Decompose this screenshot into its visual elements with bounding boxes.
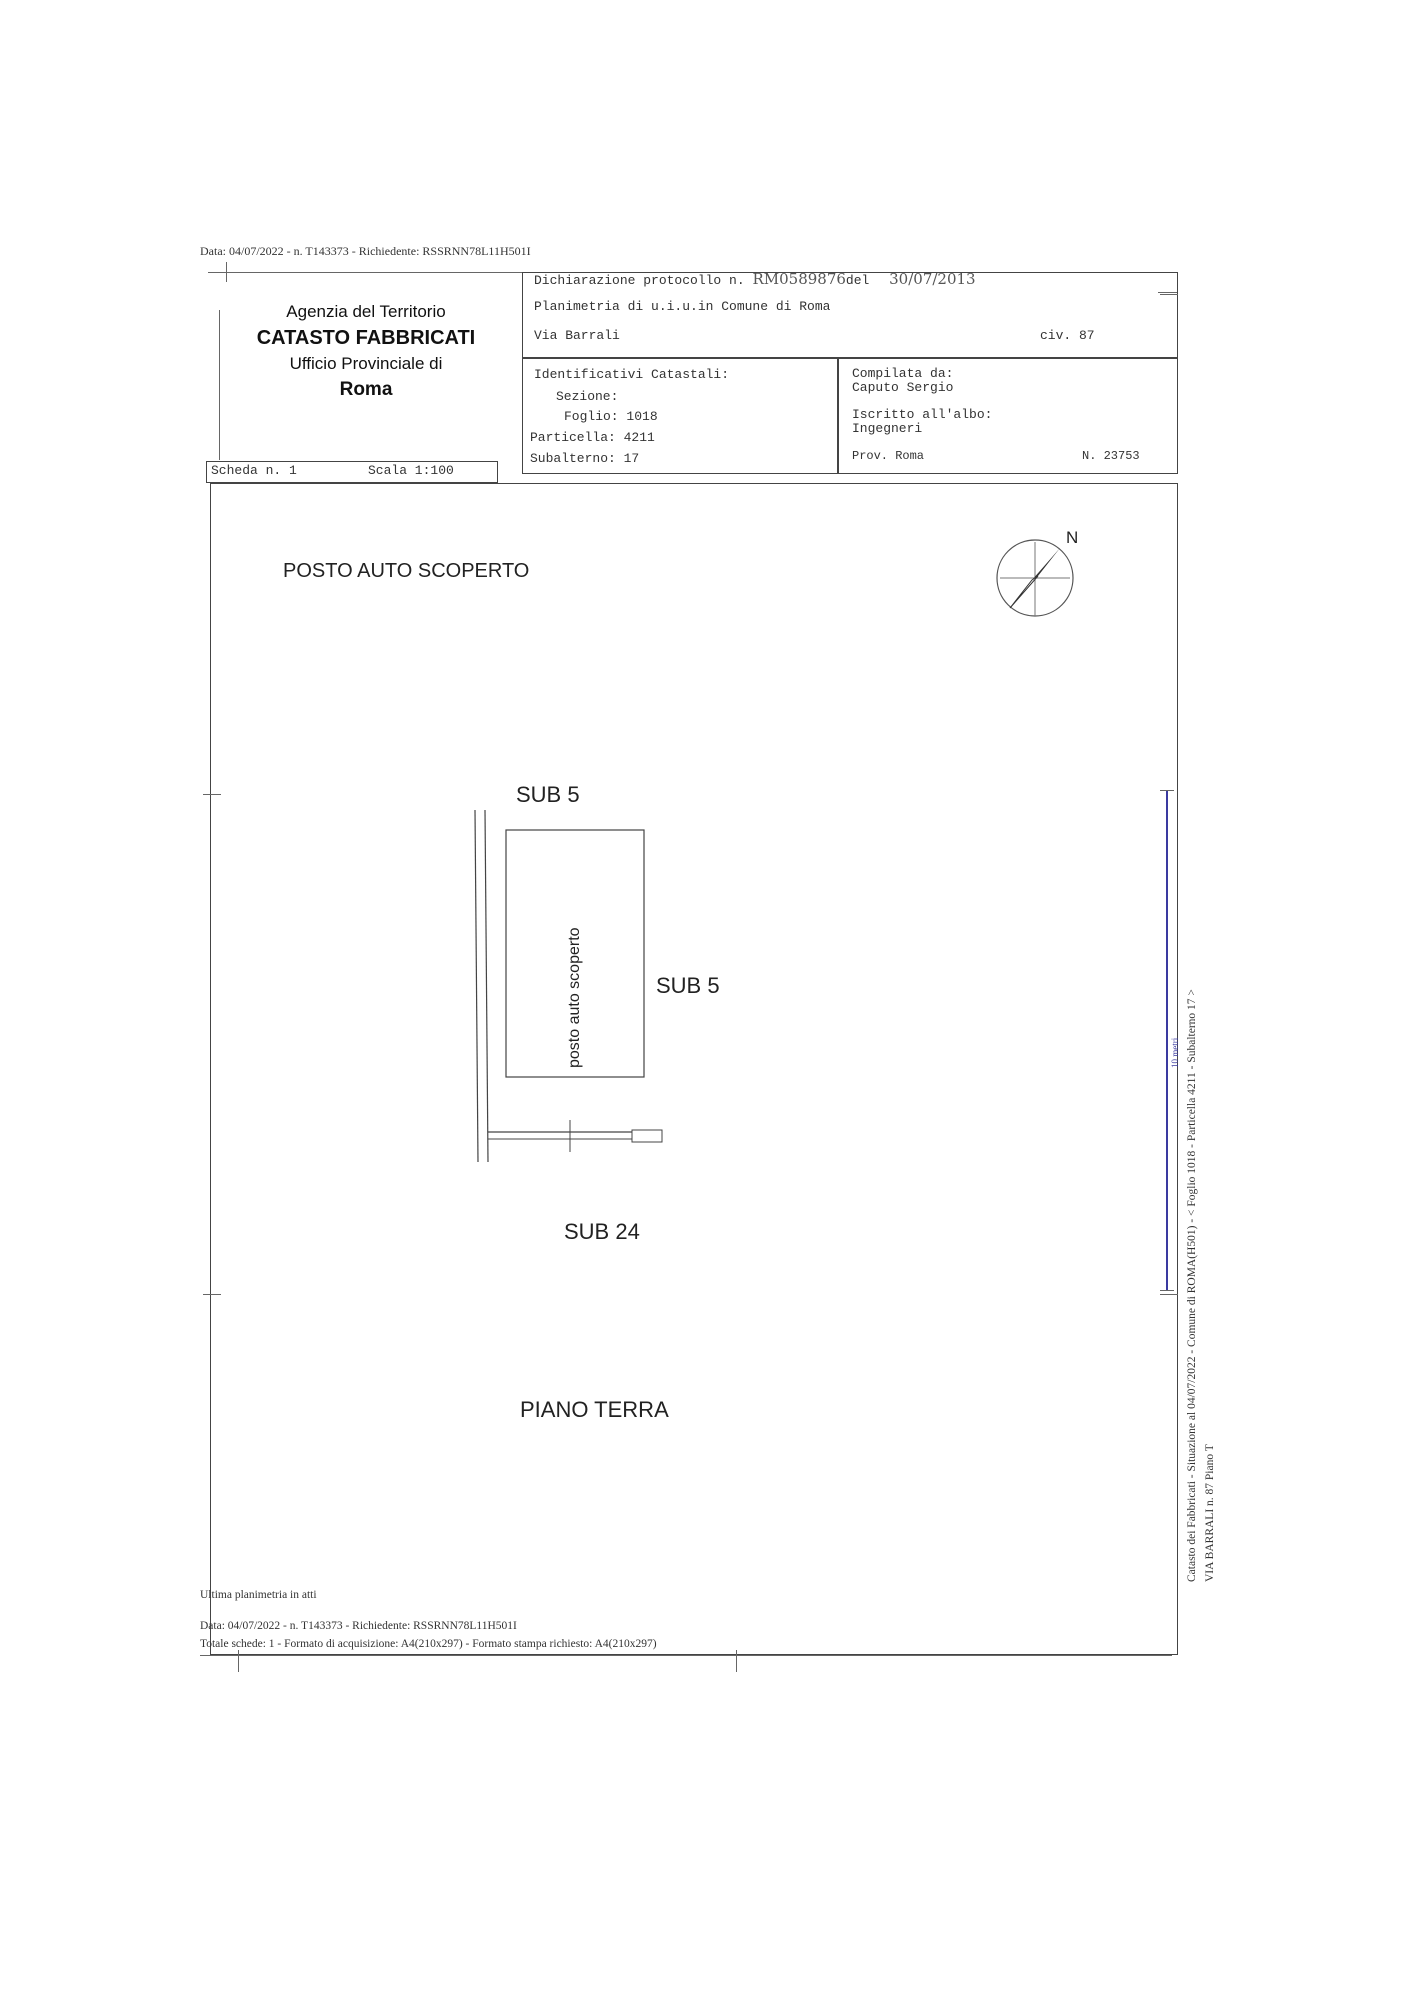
footer-totale: Totale schede: 1 - Formato di acquisizione: A4(210x297) - Formato stampa richiesto: A4(210x297) xyxy=(200,1638,657,1650)
posto-auto-title: POSTO AUTO SCOPERTO xyxy=(283,560,530,582)
sezione-label: Sezione: xyxy=(556,389,619,404)
foglio-value: Foglio: 1018 xyxy=(564,409,658,424)
piano-terra-label: PIANO TERRA xyxy=(520,1397,669,1422)
corner-mark xyxy=(238,1650,239,1672)
ufficio-label: Ufficio Provinciale di xyxy=(289,354,443,373)
scala-value: Scala 1:100 xyxy=(368,463,454,478)
sub24-label: SUB 24 xyxy=(564,1219,640,1244)
side-cadastral-line: Catasto dei Fabbricati - Situazione al 04/07/2022 - Comune di ROMA(H501) - < Foglio 1018 - Particella 4211 - Subalterno 17 > xyxy=(1186,989,1198,1582)
ufficio-city: Roma xyxy=(339,379,393,400)
scale-bar-label: 10 metri xyxy=(1170,1037,1180,1068)
north-label: N xyxy=(1066,528,1079,547)
scheda-number: Scheda n. 1 xyxy=(211,463,297,478)
iscritto-label: Iscritto all'albo: xyxy=(852,407,993,422)
compilata-name: Caputo Sergio xyxy=(852,380,954,395)
del-label: del xyxy=(845,273,870,288)
albo-value: Ingegneri xyxy=(852,421,923,436)
edge-mark xyxy=(1160,1294,1178,1295)
scale-bar-cap xyxy=(1160,790,1174,791)
bottom-rule xyxy=(200,1655,1172,1656)
footer-data: Data: 04/07/2022 - n. T143373 - Richiedente: RSSRNN78L11H501I xyxy=(200,1620,517,1632)
scale-bar xyxy=(1166,790,1168,1290)
ultima-planimetria: Ultima planimetria in atti xyxy=(200,1589,317,1601)
numero-value: N. 23753 xyxy=(1082,449,1140,463)
protocol-number: RM0589876 xyxy=(752,270,846,288)
catasto-title: CATASTO FABBRICATI xyxy=(256,327,476,349)
planimetria-line: Planimetria di u.i.u.in Comune di Roma xyxy=(534,299,831,314)
compilata-title: Compilata da: xyxy=(852,366,954,381)
declaration-date: 30/07/2013 xyxy=(889,270,976,288)
scale-bar-cap xyxy=(1160,1290,1174,1291)
edge-mark xyxy=(203,794,221,795)
identificativi-title: Identificativi Catastali: xyxy=(534,367,730,382)
sub5-right-label: SUB 5 xyxy=(656,973,720,998)
prov-value: Prov. Roma xyxy=(852,449,925,463)
sub5-top-label: SUB 5 xyxy=(516,782,580,807)
agency-block xyxy=(216,300,516,404)
agency-name: Agenzia del Territorio xyxy=(286,302,446,321)
civic-number: civ. 87 xyxy=(1040,328,1095,343)
declaration-label: Dichiarazione protocollo n. xyxy=(534,273,745,288)
subalterno-value: Subalterno: 17 xyxy=(530,451,640,466)
request-line: Data: 04/07/2022 - n. T143373 - Richiedente: RSSRNN78L11H501I xyxy=(200,244,531,258)
edge-mark xyxy=(203,1294,221,1295)
street-name: Via Barrali xyxy=(534,328,620,343)
header-left-rule xyxy=(219,310,220,460)
parking-space-label: posto auto scoperto xyxy=(566,927,583,1068)
declaration-line xyxy=(534,270,976,288)
edge-mark xyxy=(1160,294,1178,295)
corner-mark xyxy=(736,1650,737,1672)
particella-value: Particella: 4211 xyxy=(530,430,655,445)
corner-mark xyxy=(226,262,227,282)
side-address-line: VIA BARRALI n. 87 Piano T xyxy=(1204,1444,1216,1582)
